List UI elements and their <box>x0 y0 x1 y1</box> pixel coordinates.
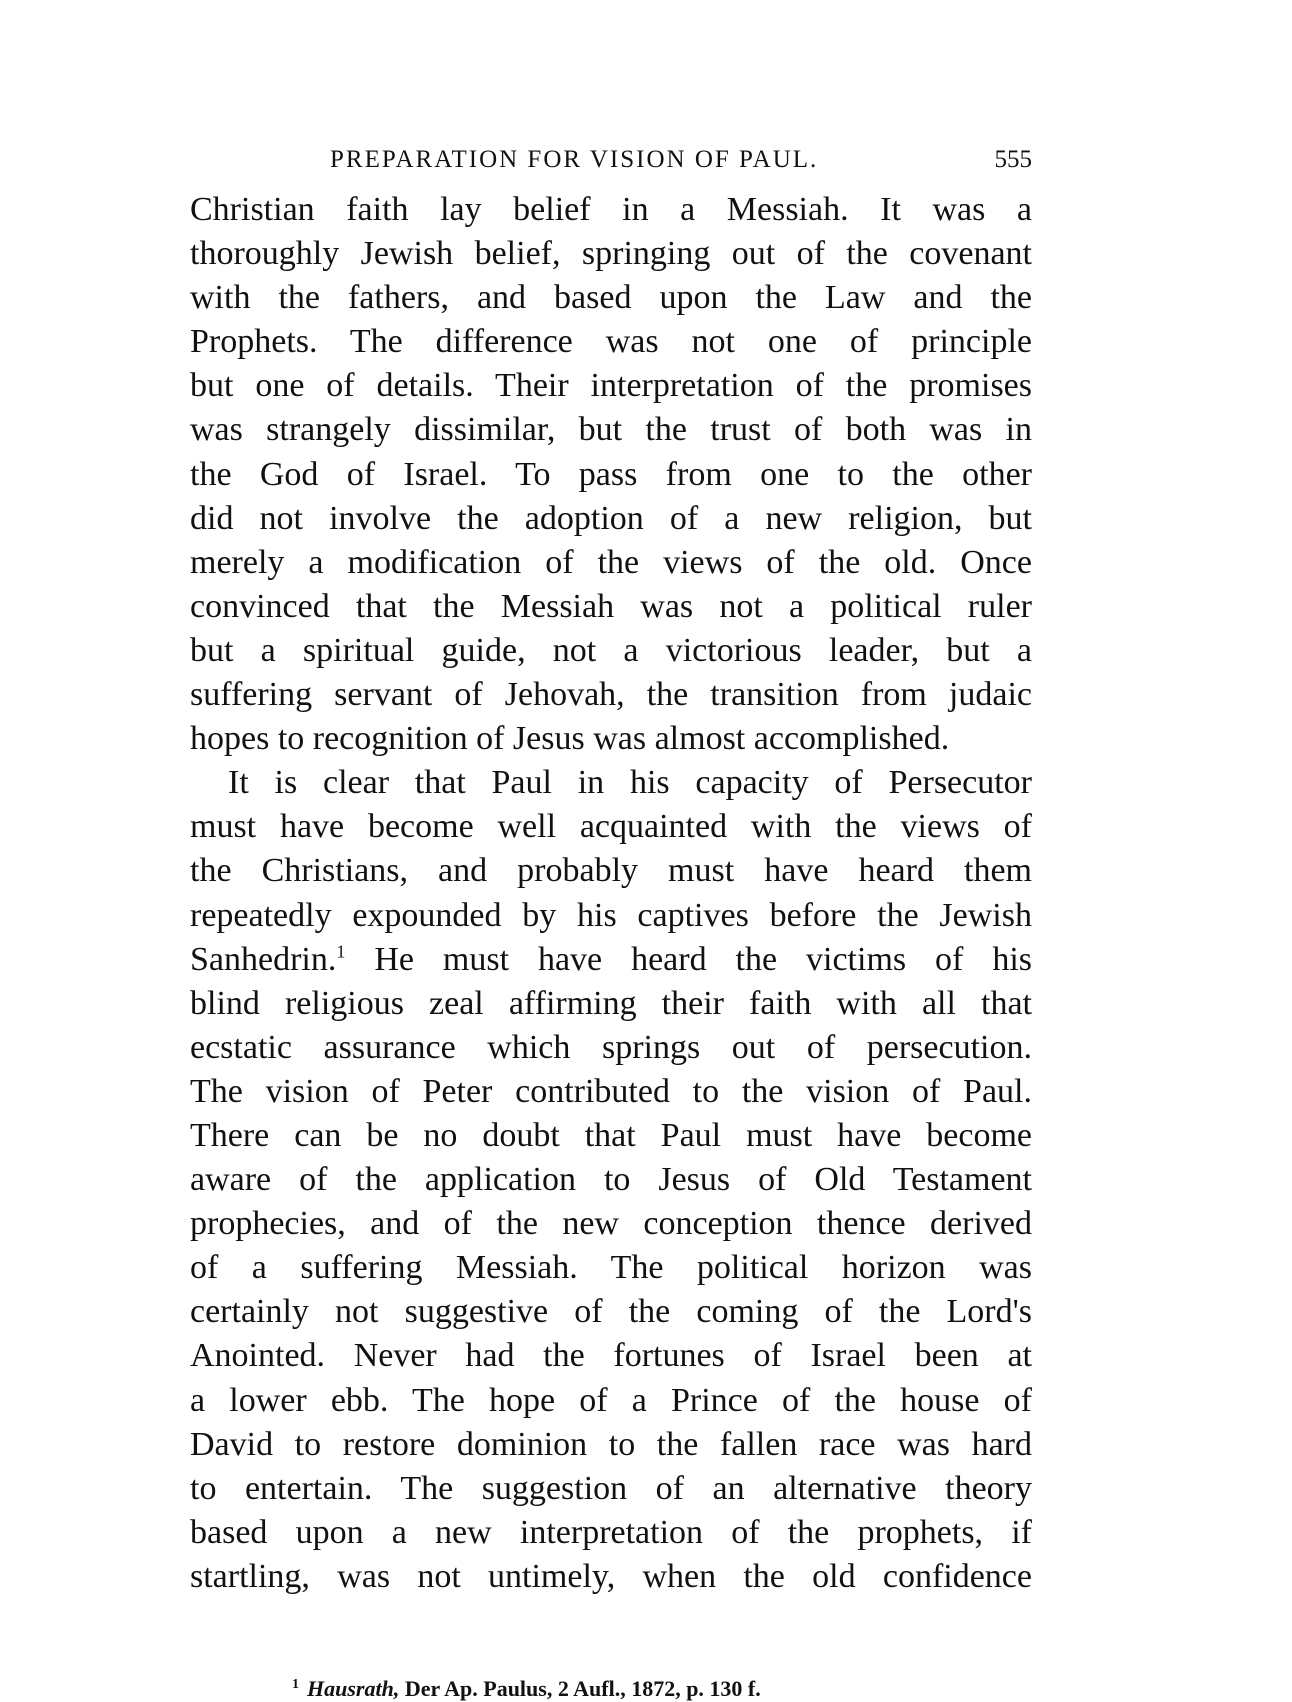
text-line: certainly not suggestive of the coming of the Lord's <box>190 1293 1032 1331</box>
text-line: prophecies, and of the new conception thence derived <box>190 1205 1032 1243</box>
text-fragment: Sanhedrin. <box>190 940 337 978</box>
text-line: but a spiritual guide, not a victorious leader, but a <box>190 631 1032 669</box>
text-line: was strangely dissimilar, but the trust of both was in <box>190 411 1032 449</box>
text-line: Christian faith lay belief in a Messiah. It was a <box>190 191 1032 228</box>
page-number: 555 <box>994 146 1032 173</box>
paragraph-start-line: It is clear that Paul in his capacity of Persecutor <box>228 764 1032 802</box>
text-line: The vision of Peter contributed to the vision of Paul. <box>190 1072 1032 1110</box>
text-line: aware of the application to Jesus of Old Testament <box>190 1161 1032 1199</box>
text-line: startling, was not untimely, when the old confidence <box>190 1557 1032 1595</box>
text-line: convinced that the Messiah was not a political ruler <box>190 587 1032 625</box>
page-header <box>190 142 1032 178</box>
footnote-author: Hausrath, <box>307 1676 400 1701</box>
text-fragment: He must have heard the victims of his <box>374 940 1033 978</box>
text-line: ecstatic assurance which springs out of persecution. <box>190 1028 1032 1066</box>
text-line: the Christians, and probably must have heard them <box>190 852 1032 890</box>
text-line: Anointed. Never had the fortunes of Israel been at <box>190 1337 1032 1375</box>
text-line: repeatedly expounded by his captives before the Jewish <box>190 896 1032 934</box>
text-line: David to restore dominion to the fallen race was hard <box>190 1425 1032 1463</box>
text-line-with-footnote-ref <box>190 938 1032 982</box>
text-line: thoroughly Jewish belief, springing out of the covenant <box>190 235 1032 273</box>
text-line: must have become well acquainted with the views of <box>190 808 1032 846</box>
footnote <box>292 1676 761 1702</box>
footnote-reference: 1 <box>336 941 346 962</box>
running-title: PREPARATION FOR VISION OF PAUL. <box>330 146 819 173</box>
text-line: of a suffering Messiah. The political horizon was <box>190 1249 1032 1287</box>
text-line: to entertain. The suggestion of an alternative theory <box>190 1469 1032 1507</box>
text-line: There can be no doubt that Paul must have become <box>190 1116 1032 1154</box>
text-line: suffering servant of Jehovah, the transition from judaic <box>190 676 1032 714</box>
text-line: merely a modification of the views of the old. Once <box>190 543 1032 581</box>
text-line: a lower ebb. The hope of a Prince of the house of <box>190 1381 1032 1419</box>
footnote-citation: Der Ap. Paulus, 2 Aufl., 1872, p. 130 f. <box>404 1676 761 1701</box>
footnote-marker: 1 <box>292 1676 299 1692</box>
paragraph-end-line: hopes to recognition of Jesus was almost accomplished. <box>190 720 950 758</box>
text-line: based upon a new interpretation of the prophets, if <box>190 1513 1032 1551</box>
body-text <box>190 188 1032 1599</box>
text-line: Prophets. The difference was not one of principle <box>190 323 1032 361</box>
text-line: blind religious zeal affirming their faith with all that <box>190 984 1032 1022</box>
text-line: the God of Israel. To pass from one to the other <box>190 455 1032 493</box>
text-line: but one of details. Their interpretation of the promises <box>190 367 1032 405</box>
text-line: with the fathers, and based upon the Law and the <box>190 279 1032 317</box>
text-line: did not involve the adoption of a new religion, but <box>190 499 1032 537</box>
